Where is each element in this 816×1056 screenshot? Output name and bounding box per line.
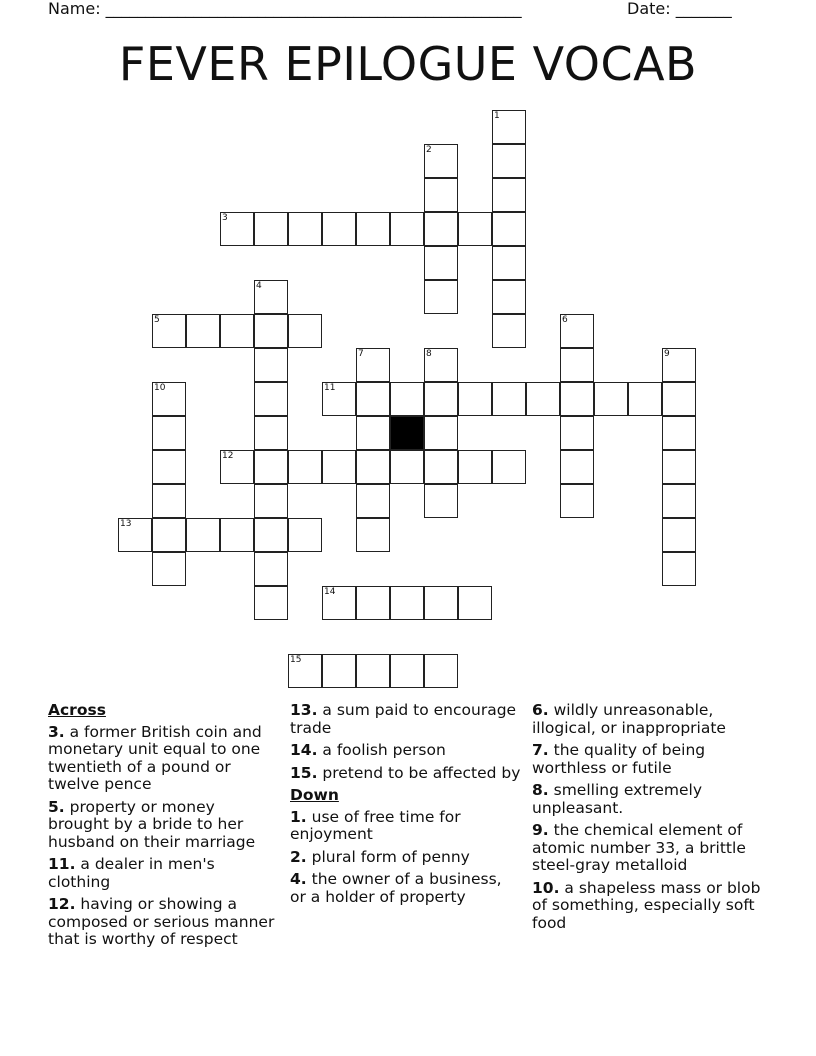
clue-text: having or showing a composed or serious manner that is worthy of respect bbox=[48, 895, 275, 948]
grid-cell[interactable] bbox=[322, 450, 356, 484]
grid-cell[interactable] bbox=[254, 484, 288, 518]
clue-number: 4. bbox=[290, 870, 307, 888]
grid-cell[interactable] bbox=[390, 382, 424, 416]
grid-cell[interactable] bbox=[560, 348, 594, 382]
clue-number: 15. bbox=[290, 763, 318, 782]
clue-item bbox=[48, 896, 280, 949]
grid-cell[interactable] bbox=[492, 280, 526, 314]
grid-cell[interactable] bbox=[560, 314, 594, 348]
grid-cell[interactable] bbox=[322, 382, 356, 416]
grid-cell[interactable] bbox=[390, 654, 424, 688]
clue-item bbox=[290, 702, 522, 737]
clue-text: property or money brought by a bride to her husband on their marriage bbox=[48, 797, 256, 851]
clue-text: the chemical element of atomic number 33, a brittle steel-gray metalloid bbox=[532, 821, 746, 874]
grid-cell[interactable] bbox=[526, 382, 560, 416]
grid-cell[interactable] bbox=[152, 416, 186, 450]
grid-cell[interactable] bbox=[220, 314, 254, 348]
grid-cell[interactable] bbox=[220, 518, 254, 552]
clue-number: 5. bbox=[48, 797, 65, 816]
grid-cell[interactable] bbox=[356, 654, 390, 688]
clue-text: wildly unreasonable, illogical, or inappropriate bbox=[532, 701, 726, 737]
clue-number-label: 6 bbox=[562, 315, 568, 325]
clue-number-label: 11 bbox=[324, 383, 336, 393]
grid-cell[interactable] bbox=[356, 212, 390, 246]
clue-number: 9. bbox=[532, 821, 549, 839]
grid-cell[interactable] bbox=[356, 586, 390, 620]
grid-cell[interactable] bbox=[152, 518, 186, 552]
clue-number: 11. bbox=[48, 855, 76, 873]
clue-number: 14. bbox=[290, 741, 318, 759]
clue-number-label: 15 bbox=[290, 655, 302, 665]
grid-cell[interactable] bbox=[152, 450, 186, 484]
date-field[interactable]: Date: _______ bbox=[627, 0, 732, 18]
grid-cell[interactable] bbox=[186, 314, 220, 348]
grid-cell[interactable] bbox=[662, 450, 696, 484]
grid-cell[interactable] bbox=[662, 484, 696, 518]
grid-cell[interactable] bbox=[356, 348, 390, 382]
grid-cell[interactable] bbox=[390, 586, 424, 620]
clue-number: 6. bbox=[532, 701, 549, 719]
grid-cell[interactable] bbox=[424, 416, 458, 450]
grid-cell[interactable] bbox=[152, 552, 186, 586]
grid-cell[interactable] bbox=[152, 382, 186, 416]
clue-text: a former British coin and monetary unit equal to one twentieth of a pound or twelve pence bbox=[48, 722, 262, 793]
grid-cell[interactable] bbox=[594, 382, 628, 416]
clue-item bbox=[48, 724, 280, 794]
clue-item bbox=[532, 742, 768, 777]
grid-cell[interactable] bbox=[560, 484, 594, 518]
clue-item bbox=[532, 880, 768, 933]
clue-number: 10. bbox=[532, 878, 560, 897]
clue-text: smelling extremely unpleasant. bbox=[532, 781, 703, 817]
grid-cell[interactable] bbox=[492, 144, 526, 178]
clue-text: a sum paid to encourage trade bbox=[290, 701, 517, 737]
grid-cell[interactable] bbox=[458, 586, 492, 620]
clue-text: a shapeless mass or blob of something, especially soft food bbox=[532, 878, 761, 932]
page-title: FEVER EPILOGUE VOCAB bbox=[118, 37, 698, 91]
name-field[interactable]: Name: ____________________________________________________ bbox=[48, 0, 522, 18]
clue-number: 1. bbox=[290, 807, 307, 826]
clue-text: pretend to be affected by bbox=[317, 763, 521, 782]
grid-cell[interactable] bbox=[458, 212, 492, 246]
clue-item bbox=[532, 782, 768, 817]
clue-item bbox=[532, 702, 768, 737]
grid-cell[interactable] bbox=[254, 450, 288, 484]
across-list bbox=[48, 724, 280, 949]
grid-cell[interactable] bbox=[254, 314, 288, 348]
down-heading: Down bbox=[290, 786, 339, 804]
clue-number-label: 7 bbox=[358, 349, 364, 359]
across-heading: Across bbox=[48, 701, 106, 719]
clue-item bbox=[290, 765, 522, 783]
down-list bbox=[290, 809, 522, 907]
grid-cell[interactable] bbox=[424, 178, 458, 212]
grid-cell[interactable] bbox=[458, 450, 492, 484]
clues-column-2 bbox=[290, 702, 522, 911]
grid-cell[interactable] bbox=[288, 654, 322, 688]
clue-number: 2. bbox=[290, 847, 307, 866]
clue-text: the quality of being worthless or futile bbox=[532, 741, 706, 777]
grid-cell[interactable] bbox=[492, 314, 526, 348]
grid-cell[interactable] bbox=[424, 654, 458, 688]
grid-cell[interactable] bbox=[662, 416, 696, 450]
grid-cell[interactable] bbox=[254, 586, 288, 620]
grid-cell[interactable] bbox=[220, 212, 254, 246]
grid-cell[interactable] bbox=[356, 484, 390, 518]
grid-cell[interactable] bbox=[424, 246, 458, 280]
clue-number-label: 4 bbox=[256, 281, 262, 291]
grid-cell[interactable] bbox=[458, 382, 492, 416]
grid-cell[interactable] bbox=[322, 654, 356, 688]
grid-cell[interactable] bbox=[492, 450, 526, 484]
grid-cell[interactable] bbox=[186, 518, 220, 552]
grid-cell[interactable] bbox=[560, 416, 594, 450]
grid-cell[interactable] bbox=[220, 450, 254, 484]
grid-cell[interactable] bbox=[662, 552, 696, 586]
grid-cell[interactable] bbox=[288, 450, 322, 484]
grid-cell[interactable] bbox=[356, 518, 390, 552]
grid-cell[interactable] bbox=[390, 212, 424, 246]
clue-number-label: 13 bbox=[120, 519, 132, 529]
clue-number-label: 12 bbox=[222, 451, 234, 461]
clue-number: 7. bbox=[532, 741, 549, 759]
grid-cell[interactable] bbox=[254, 212, 288, 246]
clue-number-label: 10 bbox=[154, 383, 166, 393]
clue-number-label: 8 bbox=[426, 349, 432, 359]
clue-text: the owner of a business, or a holder of property bbox=[290, 870, 502, 906]
clues-column-3 bbox=[532, 702, 768, 937]
grid-cell[interactable] bbox=[356, 450, 390, 484]
clue-number-label: 5 bbox=[154, 315, 160, 325]
clue-number-label: 14 bbox=[324, 587, 336, 597]
grid-cell[interactable] bbox=[288, 314, 322, 348]
grid-cell[interactable] bbox=[288, 212, 322, 246]
clue-number: 12. bbox=[48, 895, 76, 913]
grid-cell[interactable] bbox=[152, 314, 186, 348]
grid-cell[interactable] bbox=[424, 450, 458, 484]
grid-cell[interactable] bbox=[492, 110, 526, 144]
grid-cell[interactable] bbox=[254, 518, 288, 552]
grid-cell[interactable] bbox=[254, 382, 288, 416]
grid-cell[interactable] bbox=[424, 484, 458, 518]
grid-cell[interactable] bbox=[560, 382, 594, 416]
clues-column-1 bbox=[48, 702, 280, 954]
clue-item bbox=[48, 799, 280, 852]
clue-number-label: 3 bbox=[222, 213, 228, 223]
grid-cell[interactable] bbox=[492, 246, 526, 280]
clue-number-label: 1 bbox=[494, 111, 500, 121]
grid-cell[interactable] bbox=[662, 518, 696, 552]
grid-cell[interactable] bbox=[288, 518, 322, 552]
clue-item bbox=[290, 742, 522, 760]
clue-number: 13. bbox=[290, 701, 318, 719]
clue-item bbox=[290, 849, 522, 867]
grid-cell[interactable] bbox=[356, 416, 390, 450]
clue-item bbox=[48, 856, 280, 891]
grid-cell[interactable] bbox=[492, 212, 526, 246]
down-list-continued bbox=[532, 702, 768, 932]
clue-number: 3. bbox=[48, 722, 65, 741]
grid-cell[interactable] bbox=[322, 586, 356, 620]
grid-cell[interactable] bbox=[560, 450, 594, 484]
clue-number: 8. bbox=[532, 781, 549, 799]
grid-cell[interactable] bbox=[152, 484, 186, 518]
grid-cell[interactable] bbox=[424, 144, 458, 178]
grid-cell[interactable] bbox=[390, 450, 424, 484]
grid-cell[interactable] bbox=[254, 552, 288, 586]
grid-cell[interactable] bbox=[662, 348, 696, 382]
grid-cell[interactable] bbox=[254, 280, 288, 314]
grid-cell[interactable] bbox=[662, 382, 696, 416]
clues-section bbox=[48, 702, 768, 1032]
clue-text: a foolish person bbox=[317, 741, 446, 759]
grid-cell[interactable] bbox=[356, 382, 390, 416]
clue-number-label: 9 bbox=[664, 349, 670, 359]
grid-cell[interactable] bbox=[254, 348, 288, 382]
clue-item bbox=[290, 809, 522, 844]
black-square bbox=[390, 416, 424, 450]
grid-cell[interactable] bbox=[424, 586, 458, 620]
clue-item bbox=[290, 871, 522, 906]
clue-number-label: 2 bbox=[426, 145, 432, 155]
grid-cell[interactable] bbox=[254, 416, 288, 450]
clue-text: a dealer in men's clothing bbox=[48, 855, 215, 891]
grid-cell[interactable] bbox=[424, 382, 458, 416]
clue-text: use of free time for enjoyment bbox=[290, 807, 461, 843]
grid-cell[interactable] bbox=[424, 348, 458, 382]
grid-cell[interactable] bbox=[492, 178, 526, 212]
clue-item bbox=[532, 822, 768, 875]
grid-cell[interactable] bbox=[322, 212, 356, 246]
grid-cell[interactable] bbox=[424, 280, 458, 314]
grid-cell[interactable] bbox=[628, 382, 662, 416]
grid-cell[interactable] bbox=[118, 518, 152, 552]
grid-cell[interactable] bbox=[492, 382, 526, 416]
clue-text: plural form of penny bbox=[306, 847, 470, 866]
across-list-continued bbox=[290, 702, 522, 782]
grid-cell[interactable] bbox=[424, 212, 458, 246]
